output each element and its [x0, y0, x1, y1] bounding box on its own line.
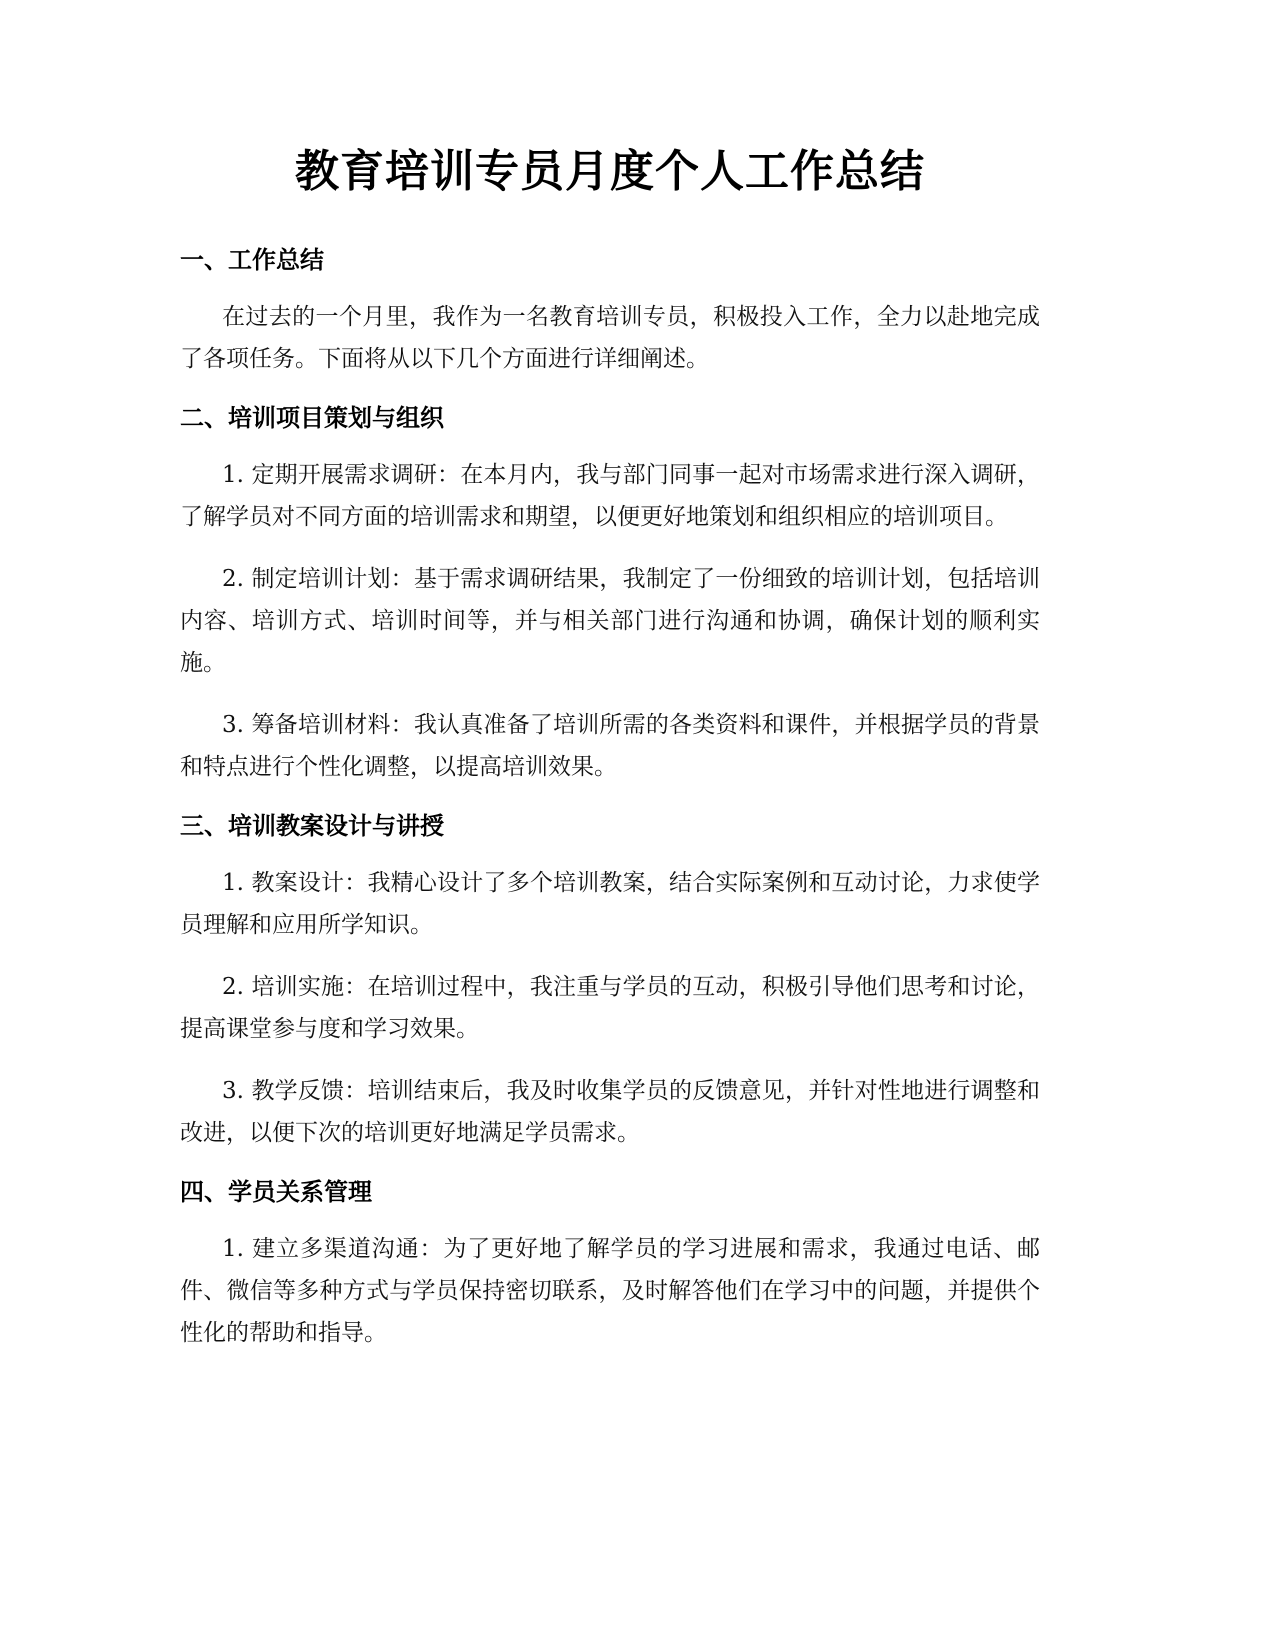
list-item-paragraph: 2. 制定培训计划：基于需求调研结果，我制定了一份细致的培训计划，包括培训内容、培训方式、培训时间等，并与相关部门进行沟通和协调，确保计划的顺利实施。	[180, 566, 1040, 676]
list-item-paragraph: 3. 筹备培训材料：我认真准备了培训所需的各类资料和课件，并根据学员的背景和特点进行个性化调整，以提高培训效果。	[180, 712, 1040, 780]
section-heading: 一、工作总结	[180, 246, 324, 274]
paragraph: 在过去的一个月里，我作为一名教育培训专员，积极投入工作，全力以赴地完成了各项任务。下面将从以下几个方面进行详细阐述。	[180, 304, 1040, 372]
list-item-paragraph: 1. 定期开展需求调研：在本月内，我与部门同事一起对市场需求进行深入调研，了解学员对不同方面的培训需求和期望，以便更好地策划和组织相应的培训项目。	[180, 462, 1040, 530]
document-title: 教育培训专员月度个人工作总结	[295, 146, 925, 197]
list-item-paragraph: 1. 教案设计：我精心设计了多个培训教案，结合实际案例和互动讨论，力求使学员理解和应用所学知识。	[180, 870, 1040, 938]
section-student-relations	[180, 1174, 1040, 1354]
list-item-paragraph: 3. 教学反馈：培训结束后，我及时收集学员的反馈意见，并针对性地进行调整和改进，以便下次的培训更好地满足学员需求。	[180, 1078, 1040, 1146]
section-training-planning	[180, 400, 1040, 788]
section-heading: 三、培训教案设计与讲授	[180, 812, 444, 840]
section-lesson-design	[180, 808, 1040, 1154]
section-heading: 二、培训项目策划与组织	[180, 404, 444, 432]
list-item-paragraph: 1. 建立多渠道沟通：为了更好地了解学员的学习进展和需求，我通过电话、邮件、微信等多种方式与学员保持密切联系，及时解答他们在学习中的问题，并提供个性化的帮助和指导。	[180, 1236, 1040, 1346]
section-work-summary	[180, 242, 1040, 380]
document-page	[180, 140, 1040, 1368]
section-heading: 四、学员关系管理	[180, 1178, 372, 1206]
list-item-paragraph: 2. 培训实施：在培训过程中，我注重与学员的互动，积极引导他们思考和讨论，提高课堂参与度和学习效果。	[180, 974, 1040, 1042]
